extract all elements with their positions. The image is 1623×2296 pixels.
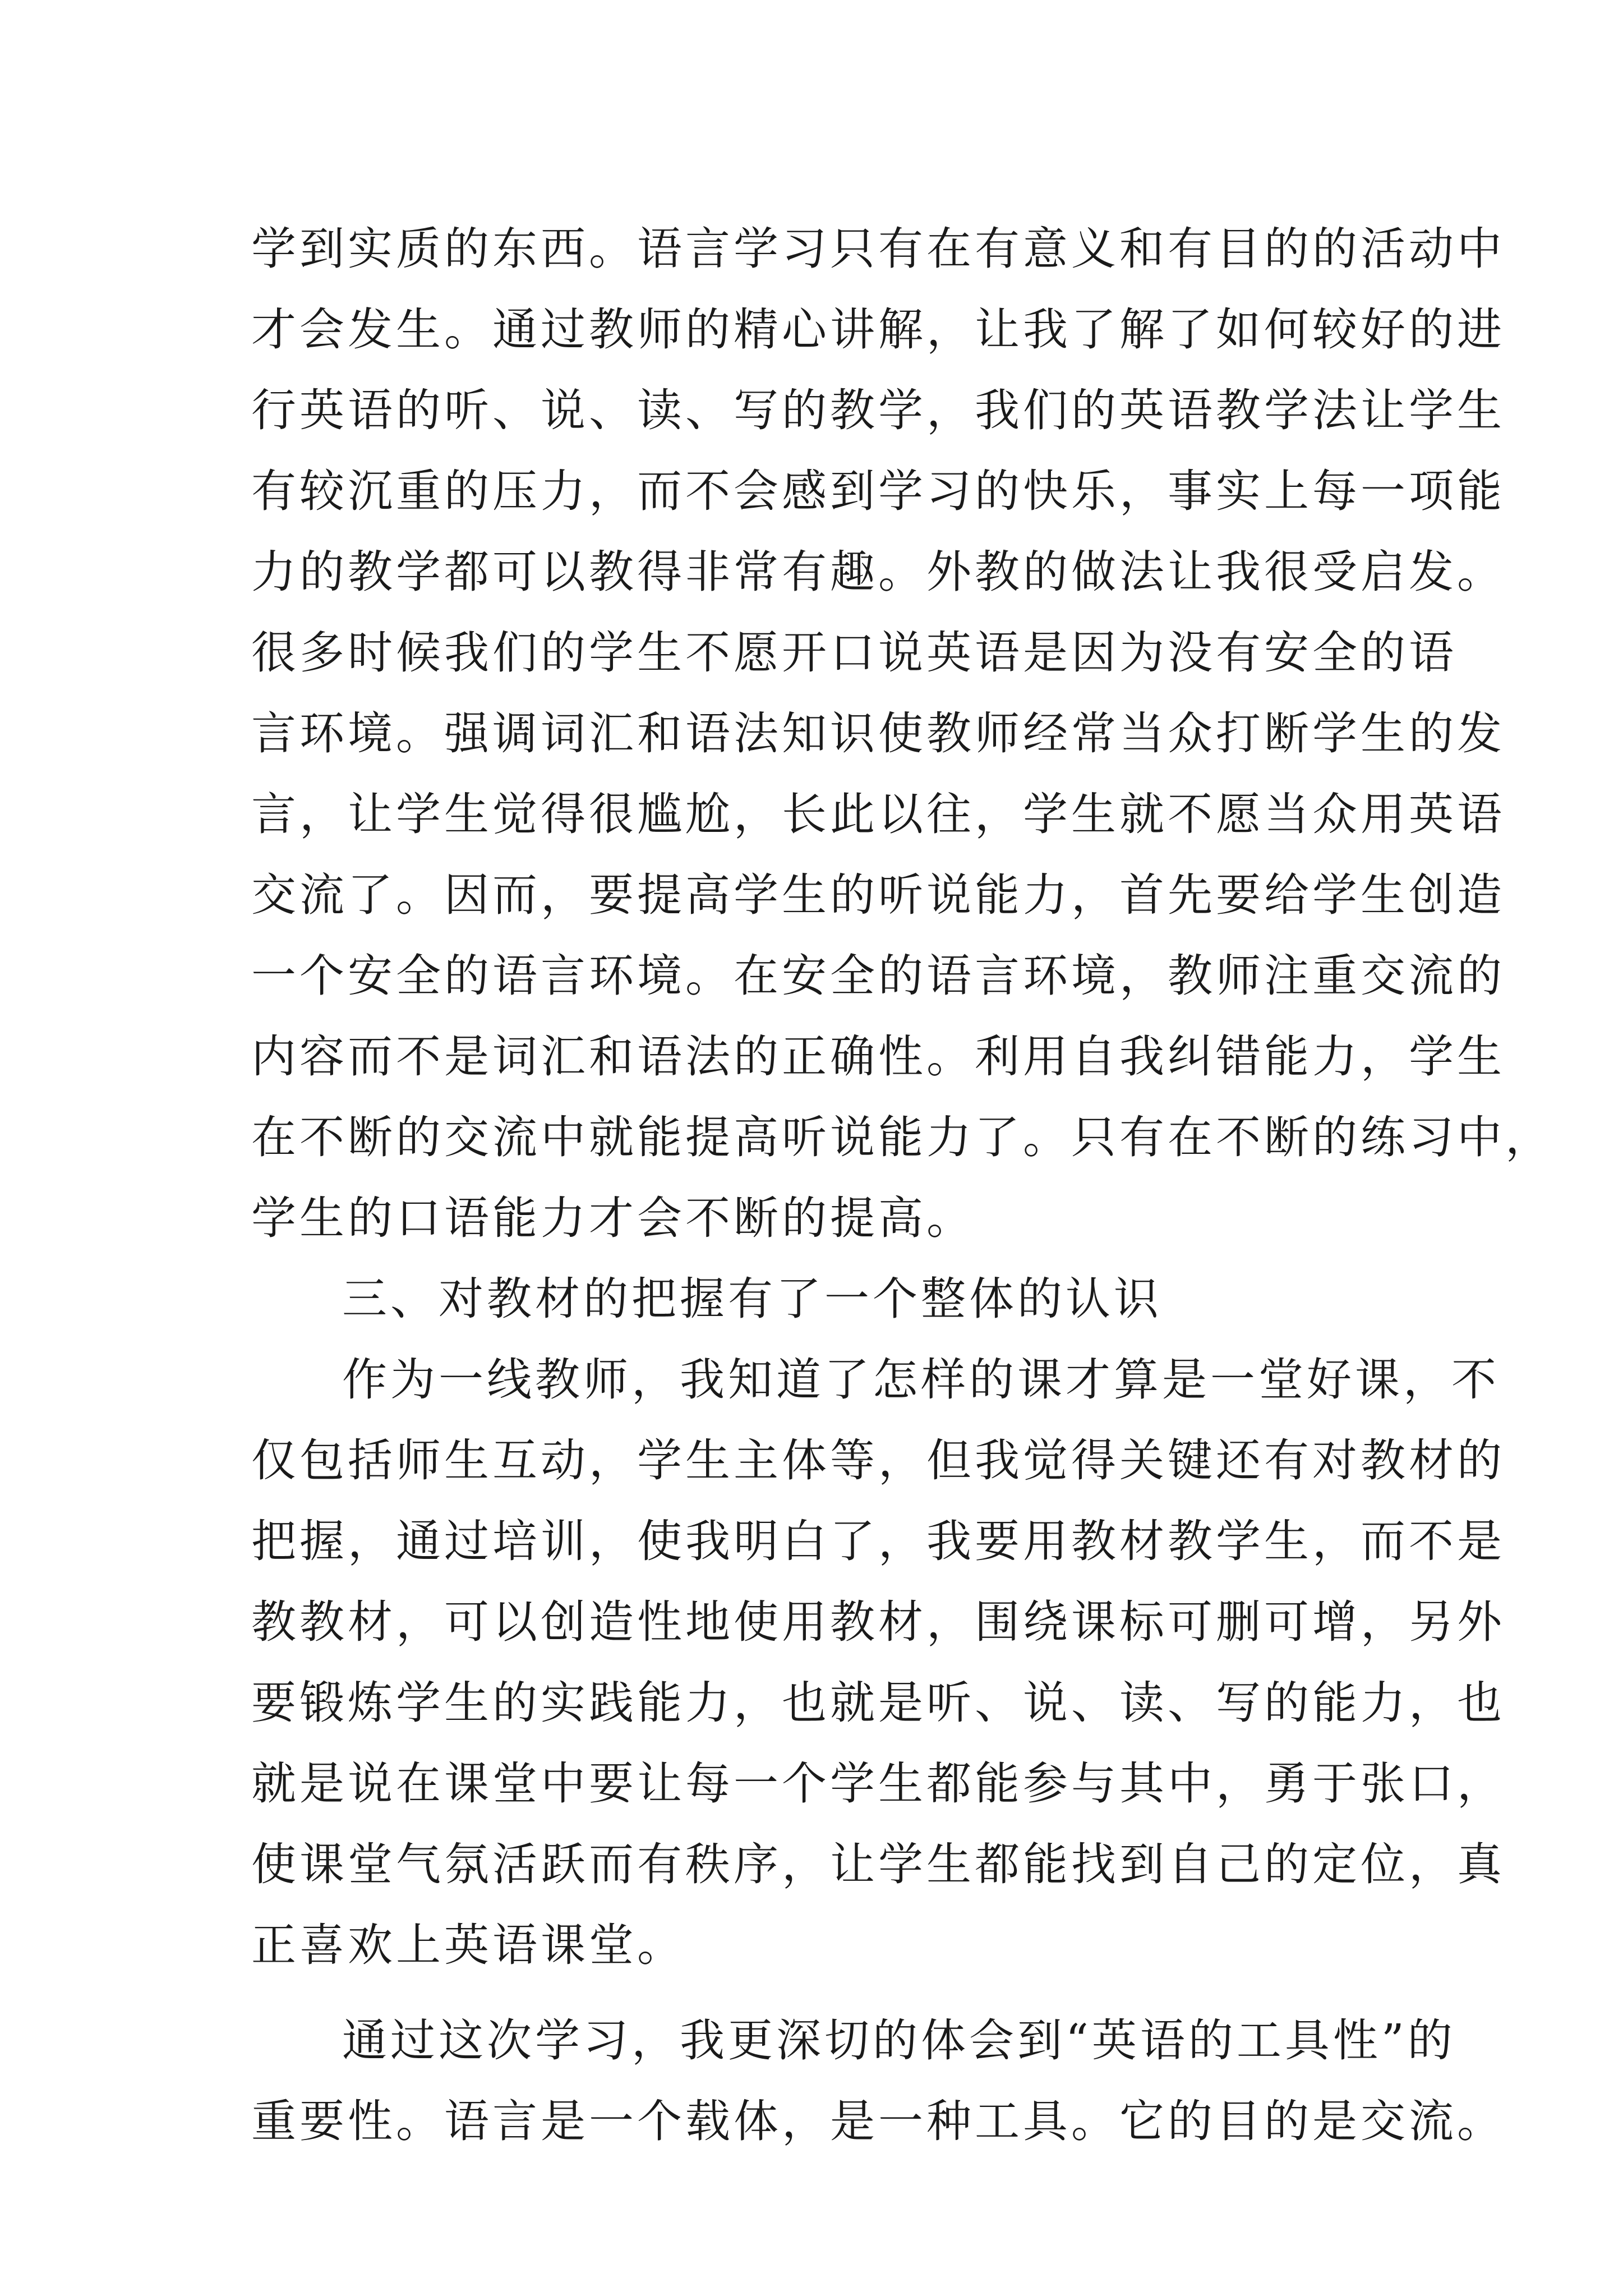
text-line: 行英语的听、说、读、写的教学，我们的英语教学法让学生 bbox=[251, 384, 1505, 436]
text-line: 一个安全的语言环境。在安全的语言环境，教师注重交流的 bbox=[251, 950, 1505, 1002]
paragraph-start-line: 作为一线教师，我知道了怎样的课才算是一堂好课，不 bbox=[342, 1354, 1500, 1406]
text-line: 仅包括师生互动，学生主体等，但我觉得关键还有对教材的 bbox=[251, 1434, 1505, 1487]
text-line: 要锻炼学生的实践能力，也就是听、说、读、写的能力，也 bbox=[251, 1677, 1505, 1729]
body-text bbox=[251, 209, 1553, 2162]
paragraph-start-line: 通过这次学习，我更深切的体会到“英语的工具性”的 bbox=[342, 2014, 1456, 2067]
text-line: 重要性。语言是一个载体，是一种工具。它的目的是交流。 bbox=[251, 2095, 1505, 2147]
section-heading: 三、对教材的把握有了一个整体的认识 bbox=[342, 1273, 1162, 1325]
text-line: 在不断的交流中就能提高听说能力了。只有在不断的练习中， bbox=[251, 1111, 1553, 1163]
text-line: 就是说在课堂中要让每一个学生都能参与其中，勇于张口， bbox=[251, 1757, 1505, 1810]
text-line: 内容而不是词汇和语法的正确性。利用自我纠错能力，学生 bbox=[251, 1030, 1505, 1083]
text-line: 言，让学生觉得很尴尬，长此以往，学生就不愿当众用英语 bbox=[251, 788, 1505, 840]
text-line: 言环境。强调词汇和语法知识使教师经常当众打断学生的发 bbox=[251, 707, 1505, 760]
text-line: 使课堂气氛活跃而有秩序，让学生都能找到自己的定位，真 bbox=[251, 1838, 1505, 1890]
text-line: 有较沉重的压力，而不会感到学习的快乐，事实上每一项能 bbox=[251, 465, 1505, 517]
text-line: 把握，通过培训，使我明白了，我要用教材教学生，而不是 bbox=[251, 1515, 1505, 1567]
text-line: 正喜欢上英语课堂。 bbox=[251, 1919, 685, 1971]
text-line: 学生的口语能力才会不断的提高。 bbox=[251, 1192, 975, 1244]
text-line: 交流了。因而，要提高学生的听说能力，首先要给学生创造 bbox=[251, 869, 1505, 921]
text-line: 学到实质的东西。语言学习只有在有意义和有目的的活动中 bbox=[251, 223, 1505, 275]
text-line: 力的教学都可以教得非常有趣。外教的做法让我很受启发。 bbox=[251, 546, 1505, 598]
text-line: 很多时候我们的学生不愿开口说英语是因为没有安全的语 bbox=[251, 627, 1457, 679]
text-line: 才会发生。通过教师的精心讲解，让我了解了如何较好的进 bbox=[251, 303, 1505, 356]
text-line: 教教材，可以创造性地使用教材，围绕课标可删可增，另外 bbox=[251, 1596, 1505, 1648]
